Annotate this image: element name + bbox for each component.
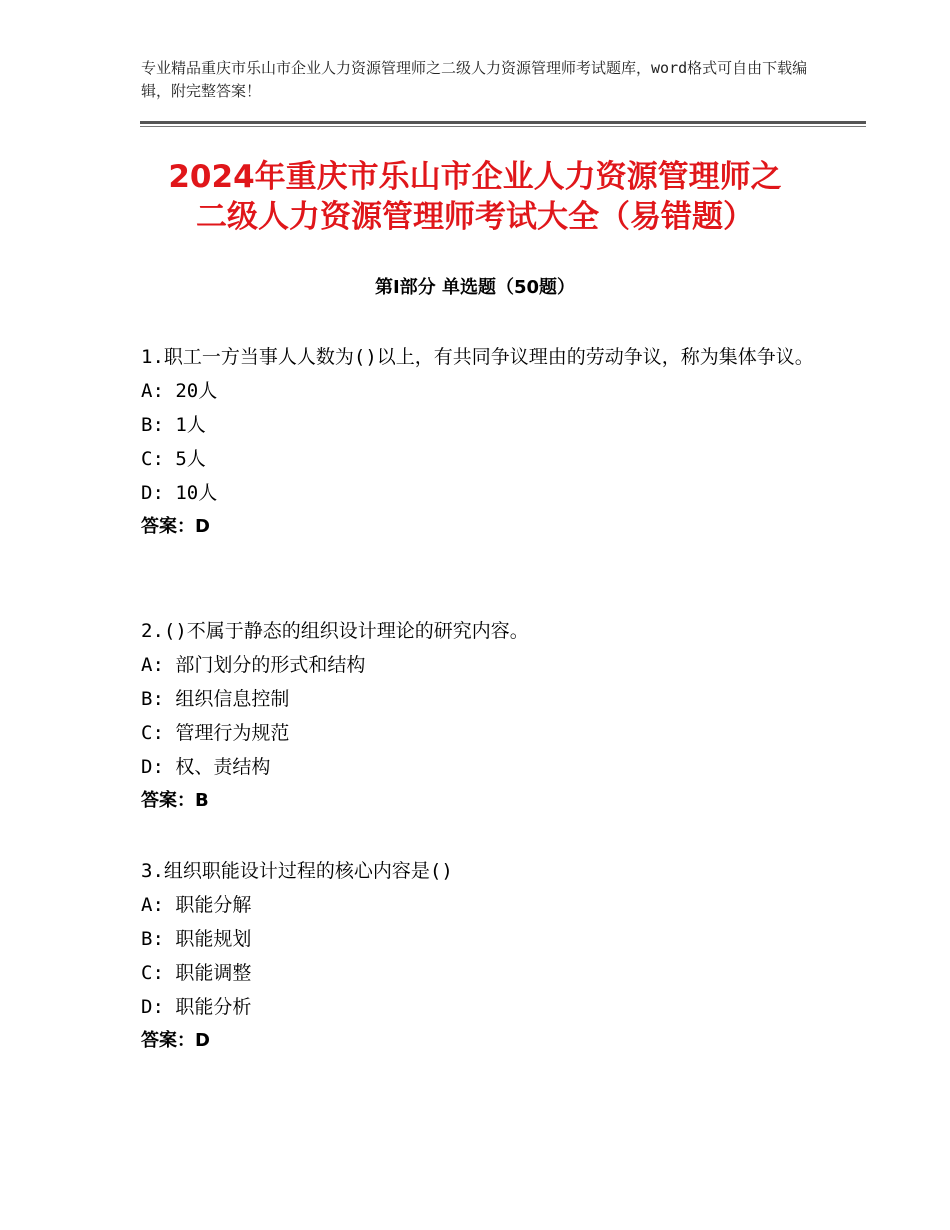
option-d: D: 职能分析 [141,996,252,1018]
option-b: B: 职能规划 [141,928,252,950]
option-a: A: 职能分解 [141,894,252,916]
header-note: 专业精品重庆市乐山市企业人力资源管理师之二级人力资源管理师考试题库，word格式可自由下载编辑，附完整答案！ [141,59,808,100]
question-2 [141,614,831,818]
question-1 [141,340,831,544]
option-b: B: 1人 [141,414,206,436]
option-c: C: 职能调整 [141,962,252,984]
option-d: D: 权、责结构 [141,756,271,778]
option-c: C: 5人 [141,448,206,470]
question-3 [141,854,831,1058]
answer: 答案：D [141,1030,210,1051]
document-title [110,157,840,237]
option-c: C: 管理行为规范 [141,722,290,744]
question-stem: 1.职工一方当事人人数为()以上，有共同争议理由的劳动争议，称为集体争议。 [141,346,814,368]
question-stem: 3.组织职能设计过程的核心内容是() [141,860,453,882]
header-divider-thick [140,121,866,124]
document-title-line-1: 2024年重庆市乐山市企业人力资源管理师之 [168,159,782,195]
header-divider-thin [140,126,866,127]
option-d: D: 10人 [141,482,218,504]
answer: 答案：D [141,516,210,537]
document-title-line-2: 二级人力资源管理师考试大全（易错题） [196,199,754,235]
option-b: B: 组织信息控制 [141,688,290,710]
option-a: A: 部门划分的形式和结构 [141,654,366,676]
option-a: A: 20人 [141,380,218,402]
question-stem: 2.()不属于静态的组织设计理论的研究内容。 [141,620,529,642]
section-title: 第Ⅰ部分 单选题（50题） [374,277,575,298]
answer: 答案：B [141,790,209,811]
